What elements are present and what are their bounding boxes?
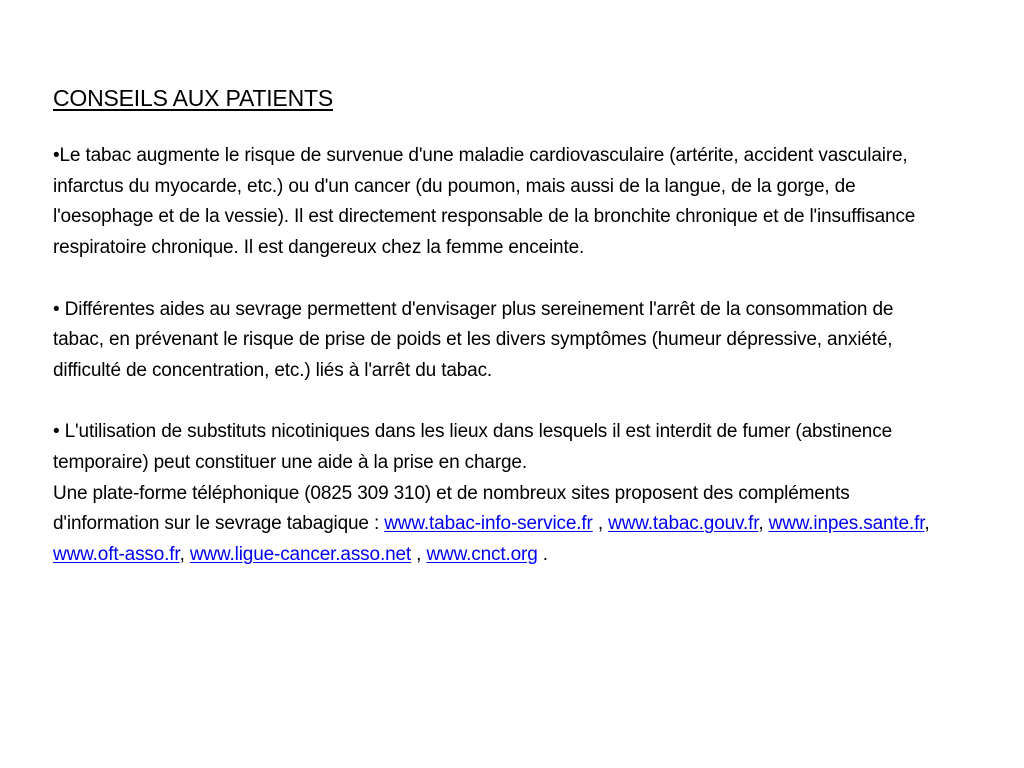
- link-inpes-sante[interactable]: www.inpes.sante.fr: [768, 513, 925, 535]
- slide-title: CONSEILS AUX PATIENTS: [53, 85, 333, 111]
- paragraph-withdrawal-aids: • Différentes aides au sevrage permettent d'envisager plus sereinement l'arrêt de la consommation de tabac, en prévenant le risque de prise de poids et les divers symptômes (humeur dépressive, anxiété, difficulté de concentration, etc.) liés à l'arrêt du tabac.: [53, 298, 894, 381]
- link-tabac-info-service[interactable]: www.tabac-info-service.fr: [384, 513, 593, 535]
- link-cnct[interactable]: www.cnct.org: [426, 544, 538, 566]
- link-separator: ,: [411, 544, 422, 566]
- link-separator: .: [537, 544, 548, 566]
- paragraph-nicotine-substitutes: [53, 417, 933, 571]
- substitutes-text: • L'utilisation de substituts nicotiniques dans les lieux dans lesquels il est interdit de fumer (abstinence temporaire) peut constituer une aide à la prise en charge.: [53, 421, 892, 473]
- link-separator: ,: [924, 513, 930, 535]
- link-oft-asso[interactable]: www.oft-asso.fr: [53, 544, 180, 566]
- paragraph-tobacco-risks: •Le tabac augmente le risque de survenue d'une maladie cardiovasculaire (artérite, accident vasculaire, infarctus du myocarde, etc.) ou d'un cancer (du poumon, mais aussi de la langue, de la gorge, de l'oesophage et de la vessie). Il est directement responsable de la bronchite chronique et de l'insuffisance respiratoire chronique. Il est dangereux chez la femme enceinte.: [53, 145, 916, 259]
- link-separator: ,: [179, 544, 190, 566]
- hotline-text: Une plate-forme téléphonique (0825 309 310) et de nombreux sites proposent des compléments d'information sur le sevrage tabagique :: [53, 482, 850, 535]
- link-separator: ,: [758, 513, 769, 535]
- link-ligue-cancer[interactable]: www.ligue-cancer.asso.net: [189, 544, 412, 566]
- link-separator: ,: [592, 513, 603, 535]
- link-tabac-gouv[interactable]: www.tabac.gouv.fr: [608, 513, 759, 535]
- slide-content: [53, 83, 933, 571]
